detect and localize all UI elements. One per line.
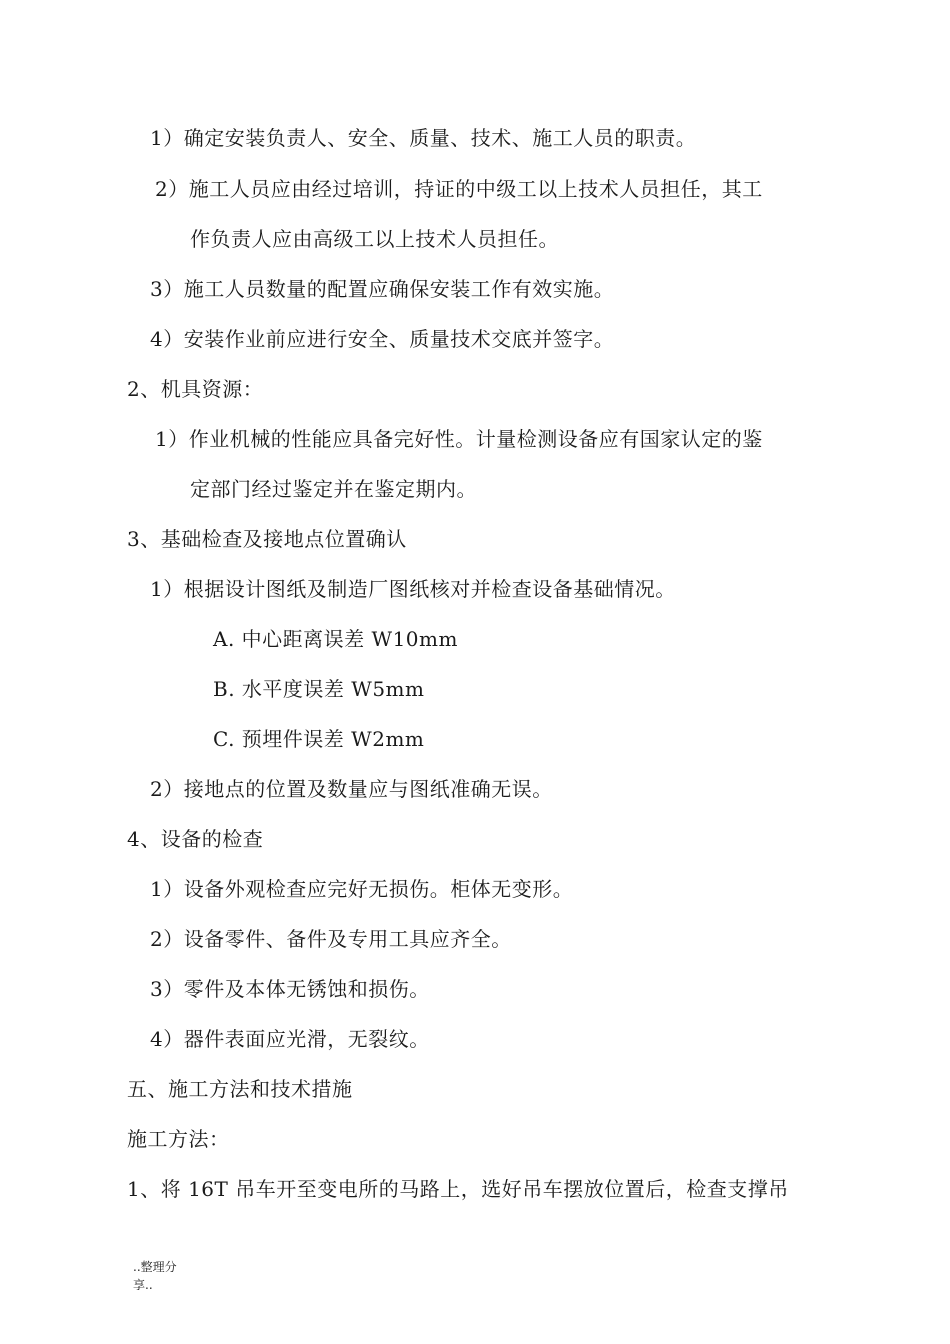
text-line: 4）器件表面应光滑，无裂纹。: [150, 1027, 430, 1051]
text-line: 1）确定安装负责人、安全、质量、技术、施工人员的职责。: [150, 126, 697, 150]
text-line: 1）根据设计图纸及制造厂图纸核对并检查设备基础情况。: [150, 577, 676, 601]
text-line: 作负责人应由高级工以上技术人员担任。: [190, 227, 559, 251]
text-line: 3）施工人员数量的配置应确保安装工作有效实施。: [150, 277, 615, 301]
text-line: 4）安装作业前应进行安全、质量技术交底并签字。: [150, 327, 615, 351]
text-line: 1）设备外观检查应完好无损伤。柜体无变形。: [150, 877, 574, 901]
text-line: 2）接地点的位置及数量应与图纸准确无误。: [150, 777, 553, 801]
text-line: 1）作业机械的性能应具备完好性。计量检测设备应有国家认定的鉴: [155, 427, 763, 451]
section-heading: 五、施工方法和技术措施: [127, 1077, 353, 1101]
tolerance-item: B. 水平度误差 W5mm: [213, 677, 425, 701]
text-line: 3）零件及本体无锈蚀和损伤。: [150, 977, 430, 1001]
text-line: 2）施工人员应由经过培训，持证的中级工以上技术人员担任，其工: [155, 177, 763, 201]
page-footer: [133, 1258, 193, 1294]
text-line: 定部门经过鉴定并在鉴定期内。: [190, 477, 477, 501]
section-heading: 3、基础检查及接地点位置确认: [127, 527, 407, 551]
tolerance-item: C. 预埋件误差 W2mm: [213, 727, 425, 751]
footer-line: ..整理分: [133, 1260, 177, 1274]
section-heading: 4、设备的检查: [127, 827, 264, 851]
text-line: 1、将 16T 吊车开至变电所的马路上，选好吊车摆放位置后，检查支撑吊: [127, 1177, 789, 1201]
footer-line: 享..: [133, 1278, 153, 1292]
text-line: 2）设备零件、备件及专用工具应齐全。: [150, 927, 512, 951]
section-heading: 2、机具资源：: [127, 377, 264, 401]
tolerance-item: A. 中心距离误差 W10mm: [213, 627, 458, 651]
subheading: 施工方法：: [127, 1127, 230, 1151]
